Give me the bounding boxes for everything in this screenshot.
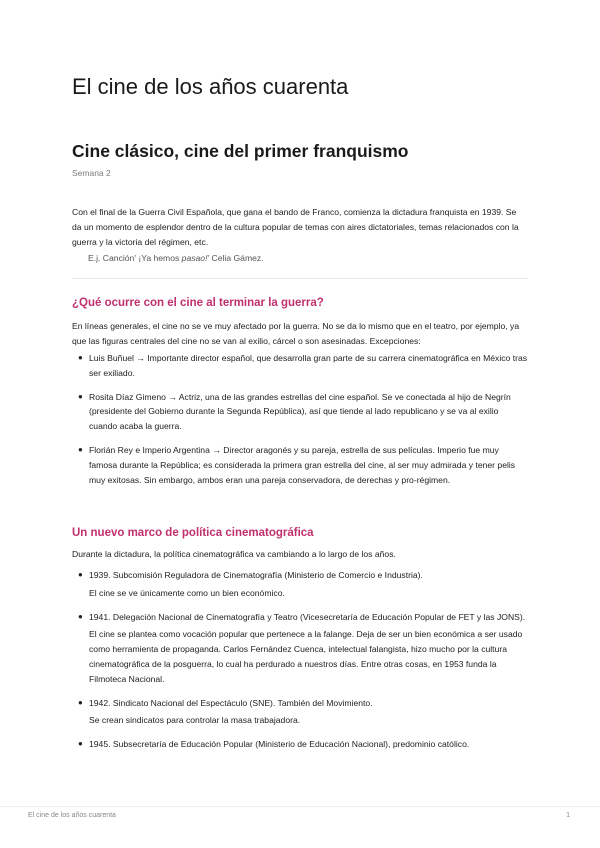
divider bbox=[72, 278, 528, 279]
intro-paragraph: Con el final de la Guerra Civil Española, que gana el bando de Franco, comienza la dictadura franquista en 1939. Se da un momento de esplendor dentro de la cultura popular de temas con aires dictatoriales, temas relacionados con la guerra y la victoria del régimen, etc. bbox=[72, 207, 519, 247]
bullet-icon: ● bbox=[78, 739, 83, 749]
bullet-icon: ● bbox=[78, 570, 83, 579]
list-item: ● Luis Buñuel → Importante director español, que desarrolla gran parte de su carrera cinematográfica en México tras ser exiliado. bbox=[78, 353, 528, 378]
page-number: 1 bbox=[566, 812, 570, 819]
subheading-war: ¿Qué ocurre con el cine al terminar la guerra? bbox=[72, 297, 324, 309]
list-item: ● Rosita Díaz Gimeno → Actriz, una de las grandes estrellas del cine español. Se ve conectada al hijo de Negrín (presidente del Gobierno durante la Segunda República), así que tiende al lado republicano y se va al exilio cuando acaba la guerra. bbox=[78, 391, 511, 432]
footer-title: El cine de los años cuarenta bbox=[28, 812, 116, 819]
week-label: Semana 2 bbox=[72, 168, 111, 178]
bullet-icon: ● bbox=[78, 697, 83, 707]
policy-paragraph: Durante la dictadura, la política cinematográfica va cambiando a lo largo de los años. bbox=[72, 549, 396, 559]
list-item: ● 1939. Subcomisión Reguladora de Cinematografía (Ministerio de Comercio e Industria). El cine se ve únicamente como un bien económico. bbox=[78, 570, 423, 598]
bullet-icon: ● bbox=[78, 444, 83, 454]
bullet-icon: ● bbox=[78, 611, 83, 621]
page-title: El cine de los años cuarenta bbox=[72, 74, 349, 99]
war-paragraph: En líneas generales, el cine no se ve muy afectado por la guerra. No se da lo mismo que en el teatro, por ejemplo, ya que las figuras centrales del cine no se van al exilio, cárcel o son asesinadas. Excepciones: bbox=[72, 321, 520, 346]
section-heading: Cine clásico, cine del primer franquismo bbox=[72, 141, 409, 161]
example-note bbox=[88, 253, 264, 263]
list-item: ● Florián Rey e Imperio Argentina → Director aragonés y su pareja, estrella de sus películas. Imperio fue muy famosa durante la República; es considerada la primera gran estrella del cine, al ser muy admirada y tener pelis muy exitosas. Sin embargo, ambos eran una pareja conservadora, de derechas y pro-régimen. bbox=[78, 444, 516, 485]
bullet-icon: ● bbox=[78, 391, 83, 401]
list-item: ● 1941. Delegación Nacional de Cinematografía y Teatro (Vicesecretaría de Educación Popular de FET y las JONS). El cine se plantea como vocación popular que pertenece a la falange. Deja de ser un bien económica a ser usado como herramienta de propaganda. Carlos Fernández Cuenca, intelectual falangista, hizo mucho por la cultura cinematográfica de la posguerra, lo cual ha perdurado a nuestros días. Entre otras cosas, en 1953 funda la Filmoteca Nacional. bbox=[78, 611, 526, 684]
example-italic: pasao! bbox=[181, 253, 208, 263]
example-suffix: ' Celia Gámez. bbox=[207, 253, 264, 263]
policy-list bbox=[72, 568, 528, 761]
list-item: ● 1942. Sindicato Nacional del Espectáculo (SNE). También del Movimiento. Se crean sindicatos para controlar la masa trabajadora. bbox=[78, 697, 373, 726]
footer-divider bbox=[0, 806, 600, 807]
exceptions-list bbox=[72, 351, 528, 496]
example-prefix: E.j. Canción' ¡Ya hemos bbox=[88, 253, 182, 263]
subheading-policy: Un nuevo marco de política cinematográfica bbox=[72, 527, 314, 539]
list-item: ● 1945. Subsecretaría de Educación Popular (Ministerio de Educación Nacional), predominio católico. bbox=[72, 737, 528, 752]
bullet-icon: ● bbox=[78, 353, 83, 362]
